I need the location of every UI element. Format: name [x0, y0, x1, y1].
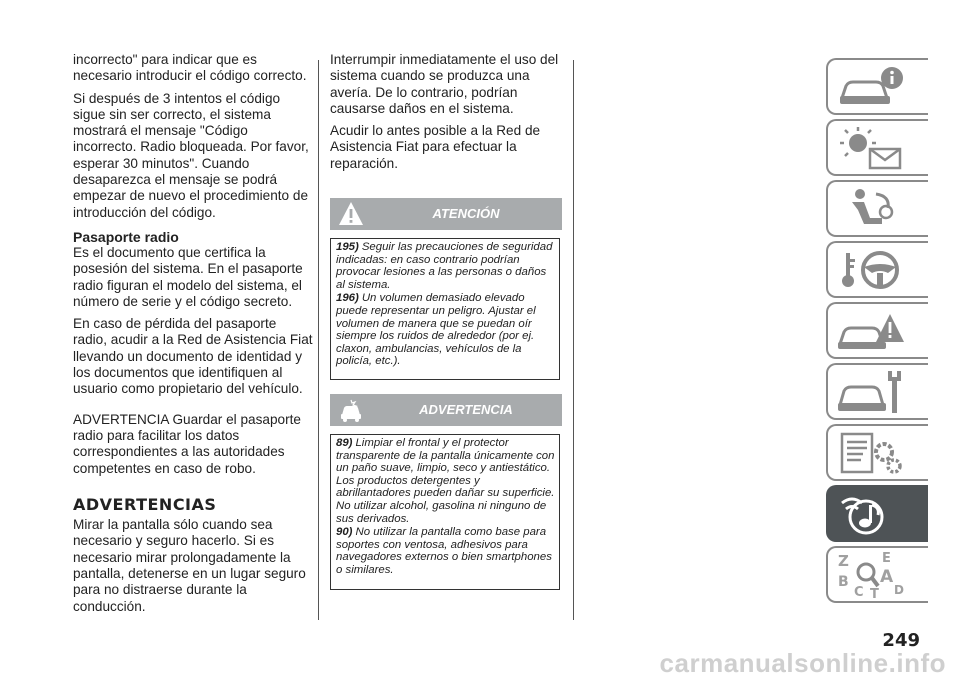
svg-text:C: C: [854, 585, 864, 598]
tab-starting-driving[interactable]: [826, 241, 928, 298]
paragraph: incorrecto" para indicar que es necesario introducir el código correcto.: [73, 52, 307, 84]
tab-lights-messages[interactable]: [826, 119, 928, 176]
key-steering-icon: [836, 247, 906, 293]
svg-text:E: E: [882, 552, 891, 566]
alphabet-index-icon: [836, 552, 906, 598]
tab-index[interactable]: [826, 546, 928, 603]
tab-maintenance[interactable]: [826, 363, 928, 420]
column-divider: [573, 60, 574, 620]
seat-airbag-icon: [836, 186, 906, 232]
paragraph: En caso de pérdida del pasaporte radio, acudir a la Red de Asistencia Fiat llevando un documento de identidad y los documentos que identifiquen al usuario como propietario del vehículo.: [73, 316, 313, 397]
svg-text:A: A: [880, 567, 894, 587]
middle-column: [330, 52, 562, 178]
list-item: 196) Un volumen demasiado elevado puede representar un peligro. Ajustar el volumen de manera que se puedan oír siempre los ruidos de alrededor (por ej. claxon, ambulancias, vehículos de la policía, etc.).: [336, 292, 536, 368]
advertencia-title: ADVERTENCIA: [419, 402, 513, 417]
paragraph: Si después de 3 intentos el código sigue sin ser correcto, el sistema mostrará el mensaje "Código incorrecto. Radio bloqueada. Por favor, esperar 30 minutos". Cuando desaparezca el mensaje se podrá empezar de nuevo el procedimiento de introducción del código.: [73, 90, 309, 220]
watermark: carmanualsonline.info: [659, 648, 946, 678]
svg-text:D: D: [894, 583, 904, 597]
page-number: 249: [882, 630, 920, 651]
paragraph: Interrumpir inmediatamente el uso del sistema cuando se produzca una avería. De lo contrario, podrían causarse daños en el sistema.: [330, 52, 559, 116]
section-heading: Pasaporte radio: [73, 228, 179, 245]
paragraph: ADVERTENCIA Guardar el pasaporte radio para facilitar los datos correspondientes a las autoridades competentes en caso de robo.: [73, 411, 301, 476]
warnings-heading: ADVERTENCIAS: [73, 494, 217, 514]
paragraph: Mirar la pantalla sólo cuando sea necesario y seguro hacerlo. Si es necesario mirar prolongadamente la pantalla, detenerse en un lugar seguro para no distraerse durante la conducción.: [73, 517, 306, 614]
svg-text:T: T: [870, 587, 879, 598]
car-warning-icon: [836, 308, 906, 354]
lights-message-icon: [836, 125, 906, 171]
tab-safety[interactable]: [826, 180, 928, 237]
column-divider: [318, 60, 319, 620]
tab-emergency[interactable]: [826, 302, 928, 359]
data-gears-icon: [836, 430, 906, 476]
left-column: [73, 52, 313, 621]
paragraph: Acudir lo antes posible a la Red de Asistencia Fiat para efectuar la reparación.: [330, 123, 541, 171]
paragraph: Es el documento que certifica la posesión del sistema. En el pasaporte radio figuran el modelo del sistema, el número de serie y el código secreto.: [73, 244, 303, 309]
list-item: 89) Limpiar el frontal y el protector transparente de la pantalla únicamente con un paño suave, limpio, seco y antiestático. Los productos detergentes y abrillantadores pueden dañar su superficie. No utilizar alcohol, gasolina ni ninguno de sus derivados.: [336, 437, 555, 525]
advertencia-box: [330, 434, 560, 590]
car-wrench-icon: [836, 369, 906, 415]
car-info-icon: [836, 64, 906, 110]
list-item: 90) No utilizar la pantalla como base para soportes con ventosa, adhesivos para navegadores externos o bien smartphones o similares.: [336, 526, 552, 576]
tab-multimedia[interactable]: [826, 485, 928, 542]
multimedia-nav-icon: [836, 491, 906, 537]
atencion-title: ATENCIÓN: [432, 206, 500, 221]
list-item: 195) Seguir las precauciones de seguridad indicadas: en caso contrario podrían provocar lesiones a las personas o daños al sistema.: [336, 241, 553, 291]
atencion-box: [330, 238, 560, 380]
tab-car-info[interactable]: [826, 58, 928, 115]
svg-text:B: B: [838, 574, 849, 590]
svg-text:Z: Z: [838, 552, 849, 570]
tab-technical-data[interactable]: [826, 424, 928, 481]
atencion-header: [330, 198, 562, 230]
advertencia-header: [330, 394, 562, 426]
